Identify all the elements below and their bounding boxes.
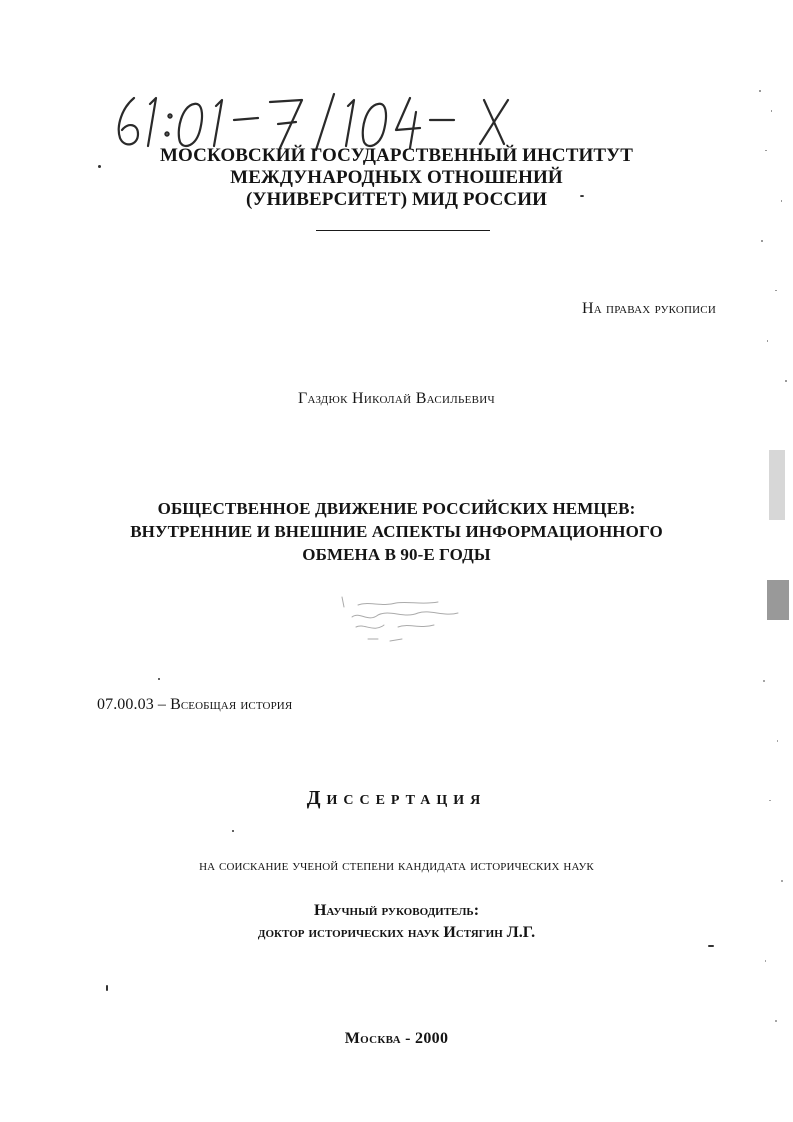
scan-speck bbox=[98, 165, 101, 168]
manuscript-note: На правах рукописи bbox=[581, 300, 716, 317]
institute-line-3: (УНИВЕРСИТЕТ) МИД РОССИИ bbox=[245, 189, 548, 210]
stamp-smudge-drawing bbox=[338, 593, 468, 653]
institute-line-1: МОСКОВСКИЙ ГОСУДАРСТВЕННЫЙ ИНСТИТУТ bbox=[160, 145, 633, 166]
scan-speck bbox=[580, 195, 584, 197]
supervisor-block bbox=[0, 900, 793, 944]
specialty-code: 07.00.03 – Всеобщая история bbox=[97, 696, 293, 713]
supervisor-label: Научный руководитель: bbox=[313, 902, 480, 919]
supervisor-name: доктор исторических наук Истягин Л.Г. bbox=[257, 924, 536, 941]
handwritten-archive-number bbox=[112, 90, 532, 152]
handwritten-number-drawing bbox=[112, 90, 532, 152]
title-line-2: ВНУТРЕННИЕ И ВНЕШНИЕ АСПЕКТЫ ИНФОРМАЦИОННОГО bbox=[130, 522, 663, 541]
institute-name bbox=[0, 145, 793, 211]
city-year: Москва - 2000 bbox=[344, 1030, 449, 1047]
title-line-3: ОБМЕНА В 90-Е ГОДЫ bbox=[302, 545, 491, 564]
document-type: Диссертация bbox=[306, 787, 487, 809]
scan-speck bbox=[232, 830, 234, 832]
author-name: Газдюк Николай Васильевич bbox=[298, 390, 495, 407]
institute-line-2: МЕЖДУНАРОДНЫХ ОТНОШЕНИЙ bbox=[230, 167, 563, 188]
dissertation-title bbox=[0, 497, 793, 566]
degree-line: на соискание ученой степени кандидата исторических наук bbox=[199, 858, 594, 874]
faded-stamp bbox=[338, 593, 468, 653]
scan-edge-noise bbox=[751, 80, 793, 1100]
scan-speck bbox=[106, 985, 108, 991]
title-divider bbox=[316, 230, 490, 231]
title-line-1: ОБЩЕСТВЕННОЕ ДВИЖЕНИЕ РОССИЙСКИХ НЕМЦЕВ: bbox=[157, 499, 636, 518]
scan-speck bbox=[158, 678, 160, 680]
scan-speck bbox=[708, 945, 714, 947]
